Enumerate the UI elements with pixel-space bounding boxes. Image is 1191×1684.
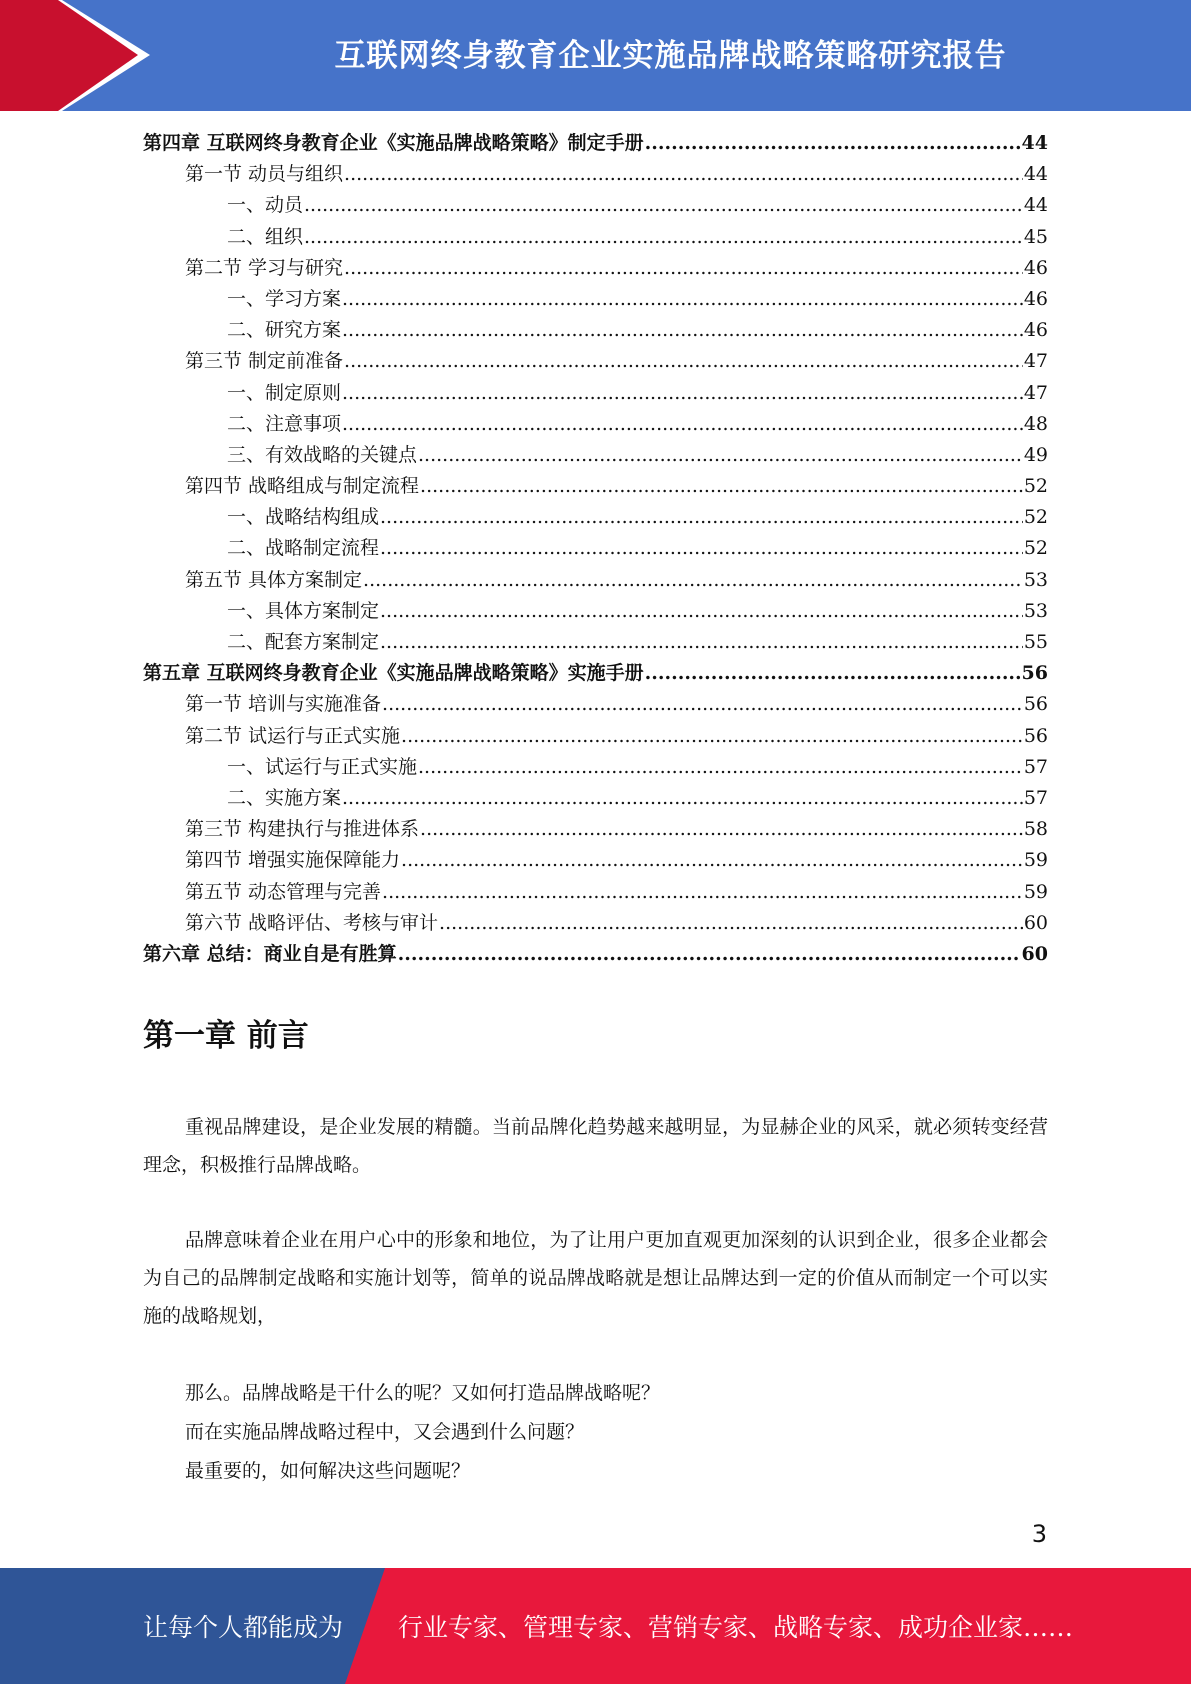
- toc-section-entry[interactable]: [143, 908, 1048, 939]
- toc-subsection-entry[interactable]: [143, 222, 1048, 253]
- toc-entry-title: 第四章 互联网终身教育企业《实施品牌战略策略》制定手册: [143, 132, 644, 154]
- toc-entry-title: 第四节 战略组成与制定流程: [185, 475, 420, 498]
- toc-entry-title: 二、组织: [227, 225, 304, 248]
- toc-dot-leader: [382, 693, 1023, 715]
- toc-entry-title: 第一节 动员与组织: [185, 163, 344, 186]
- toc-subsection-entry[interactable]: [143, 596, 1048, 627]
- toc-entry-title: 第六章 总结：商业自是有胜算: [143, 942, 397, 965]
- toc-section-entry[interactable]: [143, 471, 1048, 502]
- toc-dot-leader: [304, 194, 1023, 216]
- toc-entry-title: 一、试运行与正式实施: [227, 755, 418, 778]
- toc-page-number: 52: [1023, 537, 1048, 560]
- toc-section-entry[interactable]: [143, 689, 1048, 720]
- question-line-2: 而在实施品牌战略过程中，又会遇到什么问题？: [185, 1421, 585, 1443]
- toc-page-number: 57: [1023, 786, 1048, 809]
- toc-entry-title: 第六节 战略评估、考核与审计: [185, 911, 439, 934]
- toc-page-number: 45: [1023, 225, 1048, 248]
- toc-page-number: 46: [1023, 287, 1048, 310]
- toc-subsection-entry[interactable]: [143, 502, 1048, 533]
- toc-page-number: 47: [1023, 381, 1048, 404]
- toc-dot-leader: [344, 350, 1023, 372]
- toc-dot-leader: [401, 849, 1023, 871]
- toc-dot-leader: [342, 288, 1023, 310]
- toc-dot-leader: [645, 662, 1021, 684]
- toc-entry-title: 三、有效战略的关键点: [227, 443, 418, 466]
- header-arrow-decoration: [0, 0, 160, 111]
- toc-entry-title: 第三节 制定前准备: [185, 350, 344, 373]
- toc-chapter-entry[interactable]: [143, 658, 1048, 689]
- toc-entry-title: 第二节 试运行与正式实施: [185, 724, 401, 747]
- chapter-title: 第一章 前言: [143, 1018, 309, 1054]
- toc-subsection-entry[interactable]: [143, 783, 1048, 814]
- toc-subsection-entry[interactable]: [143, 627, 1048, 658]
- toc-subsection-entry[interactable]: [143, 440, 1048, 471]
- toc-page-number: 56: [1021, 662, 1048, 685]
- toc-dot-leader: [344, 163, 1023, 185]
- toc-entry-title: 第五章 互联网终身教育企业《实施品牌战略策略》实施手册: [143, 662, 644, 685]
- toc-page-number: 53: [1023, 568, 1048, 591]
- toc-section-entry[interactable]: [143, 346, 1048, 377]
- toc-subsection-entry[interactable]: [143, 409, 1048, 440]
- toc-subsection-entry[interactable]: [143, 315, 1048, 346]
- toc-subsection-entry[interactable]: [143, 284, 1048, 315]
- toc-section-entry[interactable]: [143, 253, 1048, 284]
- toc-page-number: 59: [1023, 849, 1048, 872]
- toc-entry-title: 第五节 具体方案制定: [185, 568, 363, 591]
- toc-dot-leader: [420, 818, 1023, 840]
- toc-page-number: 46: [1023, 256, 1048, 279]
- toc-dot-leader: [401, 725, 1023, 747]
- toc-dot-leader: [380, 631, 1023, 653]
- page-number: 3: [1031, 1520, 1047, 1548]
- toc-page-number: 55: [1023, 631, 1048, 653]
- toc-page-number: 60: [1021, 942, 1048, 965]
- toc-dot-leader: [418, 756, 1023, 778]
- toc-page-number: 44: [1021, 132, 1048, 154]
- table-of-contents: [143, 128, 1048, 970]
- header-banner: [0, 0, 1191, 111]
- toc-section-entry[interactable]: [143, 877, 1048, 908]
- toc-entry-title: 一、动员: [227, 194, 304, 217]
- question-line-1: 那么。品牌战略是干什么的呢？又如何打造品牌战略呢？: [185, 1382, 661, 1404]
- toc-page-number: 48: [1023, 412, 1048, 435]
- toc-dot-leader: [420, 475, 1023, 497]
- toc-dot-leader: [645, 132, 1021, 154]
- toc-dot-leader: [342, 319, 1023, 341]
- toc-entry-title: 一、具体方案制定: [227, 599, 380, 622]
- toc-dot-leader: [363, 569, 1023, 591]
- toc-entry-title: 二、配套方案制定: [227, 631, 380, 653]
- toc-entry-title: 第三节 构建执行与推进体系: [185, 818, 420, 841]
- toc-page-number: 52: [1023, 506, 1048, 529]
- toc-page-number: 44: [1023, 163, 1048, 186]
- toc-dot-leader: [304, 226, 1023, 248]
- toc-subsection-entry[interactable]: [143, 378, 1048, 409]
- toc-page-number: 46: [1023, 319, 1048, 342]
- toc-dot-leader: [380, 600, 1023, 622]
- toc-dot-leader: [380, 506, 1023, 528]
- toc-page-number: 57: [1023, 755, 1048, 778]
- intro-paragraph-2: 品牌意味着企业在用户心中的形象和地位，为了让用户更加直观更加深刻的认识到企业，很多企业都会为自己的品牌制定战略和实施计划等，简单的说品牌战略就是想让品牌达到一定的价值从而制定一个可以实施的战略规划，: [143, 1229, 1048, 1327]
- question-line-3: 最重要的，如何解决这些问题呢？: [185, 1460, 471, 1482]
- footer-slogan-right: 行业专家、管理专家、营销专家、战略专家、成功企业家……: [398, 1613, 1074, 1642]
- intro-paragraph-1: 重视品牌建设，是企业发展的精髓。当前品牌化趋势越来越明显，为显赫企业的风采，就必须转变经营理念，积极推行品牌战略。: [143, 1116, 1048, 1176]
- toc-section-entry[interactable]: [143, 565, 1048, 596]
- toc-dot-leader: [398, 943, 1021, 965]
- toc-section-entry[interactable]: [143, 814, 1048, 845]
- toc-entry-title: 第五节 动态管理与完善: [185, 880, 382, 903]
- toc-dot-leader: [439, 912, 1023, 934]
- toc-dot-leader: [418, 444, 1023, 466]
- toc-dot-leader: [380, 537, 1023, 559]
- toc-page-number: 56: [1023, 724, 1048, 747]
- toc-page-number: 44: [1023, 194, 1048, 217]
- toc-entry-title: 第一节 培训与实施准备: [185, 693, 382, 716]
- toc-page-number: 47: [1023, 350, 1048, 373]
- toc-dot-leader: [342, 787, 1023, 809]
- toc-dot-leader: [382, 881, 1023, 903]
- toc-entry-title: 一、战略结构组成: [227, 506, 380, 529]
- toc-entry-title: 第四节 增强实施保障能力: [185, 849, 401, 872]
- footer-slogan-left: 让每个人都能成为: [143, 1613, 344, 1642]
- report-title: 互联网终身教育企业实施品牌战略策略研究报告: [334, 37, 1007, 74]
- toc-subsection-entry[interactable]: [143, 533, 1048, 564]
- toc-page-number: 52: [1023, 475, 1048, 498]
- toc-page-number: 49: [1023, 443, 1048, 466]
- toc-page-number: 59: [1023, 880, 1048, 903]
- toc-page-number: 56: [1023, 693, 1048, 716]
- toc-entry-title: 二、战略制定流程: [227, 537, 380, 560]
- toc-entry-title: 一、制定原则: [227, 381, 342, 404]
- toc-dot-leader: [344, 257, 1023, 279]
- toc-page-number: 60: [1023, 911, 1048, 934]
- toc-dot-leader: [342, 382, 1023, 404]
- toc-entry-title: 第二节 学习与研究: [185, 256, 344, 279]
- toc-page-number: 58: [1023, 818, 1048, 841]
- toc-subsection-entry[interactable]: [143, 752, 1048, 783]
- toc-section-entry[interactable]: [143, 159, 1048, 190]
- toc-entry-title: 二、研究方案: [227, 319, 342, 342]
- toc-section-entry[interactable]: [143, 845, 1048, 876]
- toc-page-number: 53: [1023, 599, 1048, 622]
- toc-dot-leader: [342, 413, 1023, 435]
- footer-banner: [0, 1568, 1191, 1684]
- toc-entry-title: 二、注意事项: [227, 412, 342, 435]
- toc-chapter-entry[interactable]: [143, 939, 1048, 970]
- toc-section-entry[interactable]: [143, 721, 1048, 752]
- toc-subsection-entry[interactable]: [143, 190, 1048, 221]
- toc-entry-title: 二、实施方案: [227, 786, 342, 809]
- toc-entry-title: 一、学习方案: [227, 287, 342, 310]
- toc-chapter-entry[interactable]: [143, 128, 1048, 159]
